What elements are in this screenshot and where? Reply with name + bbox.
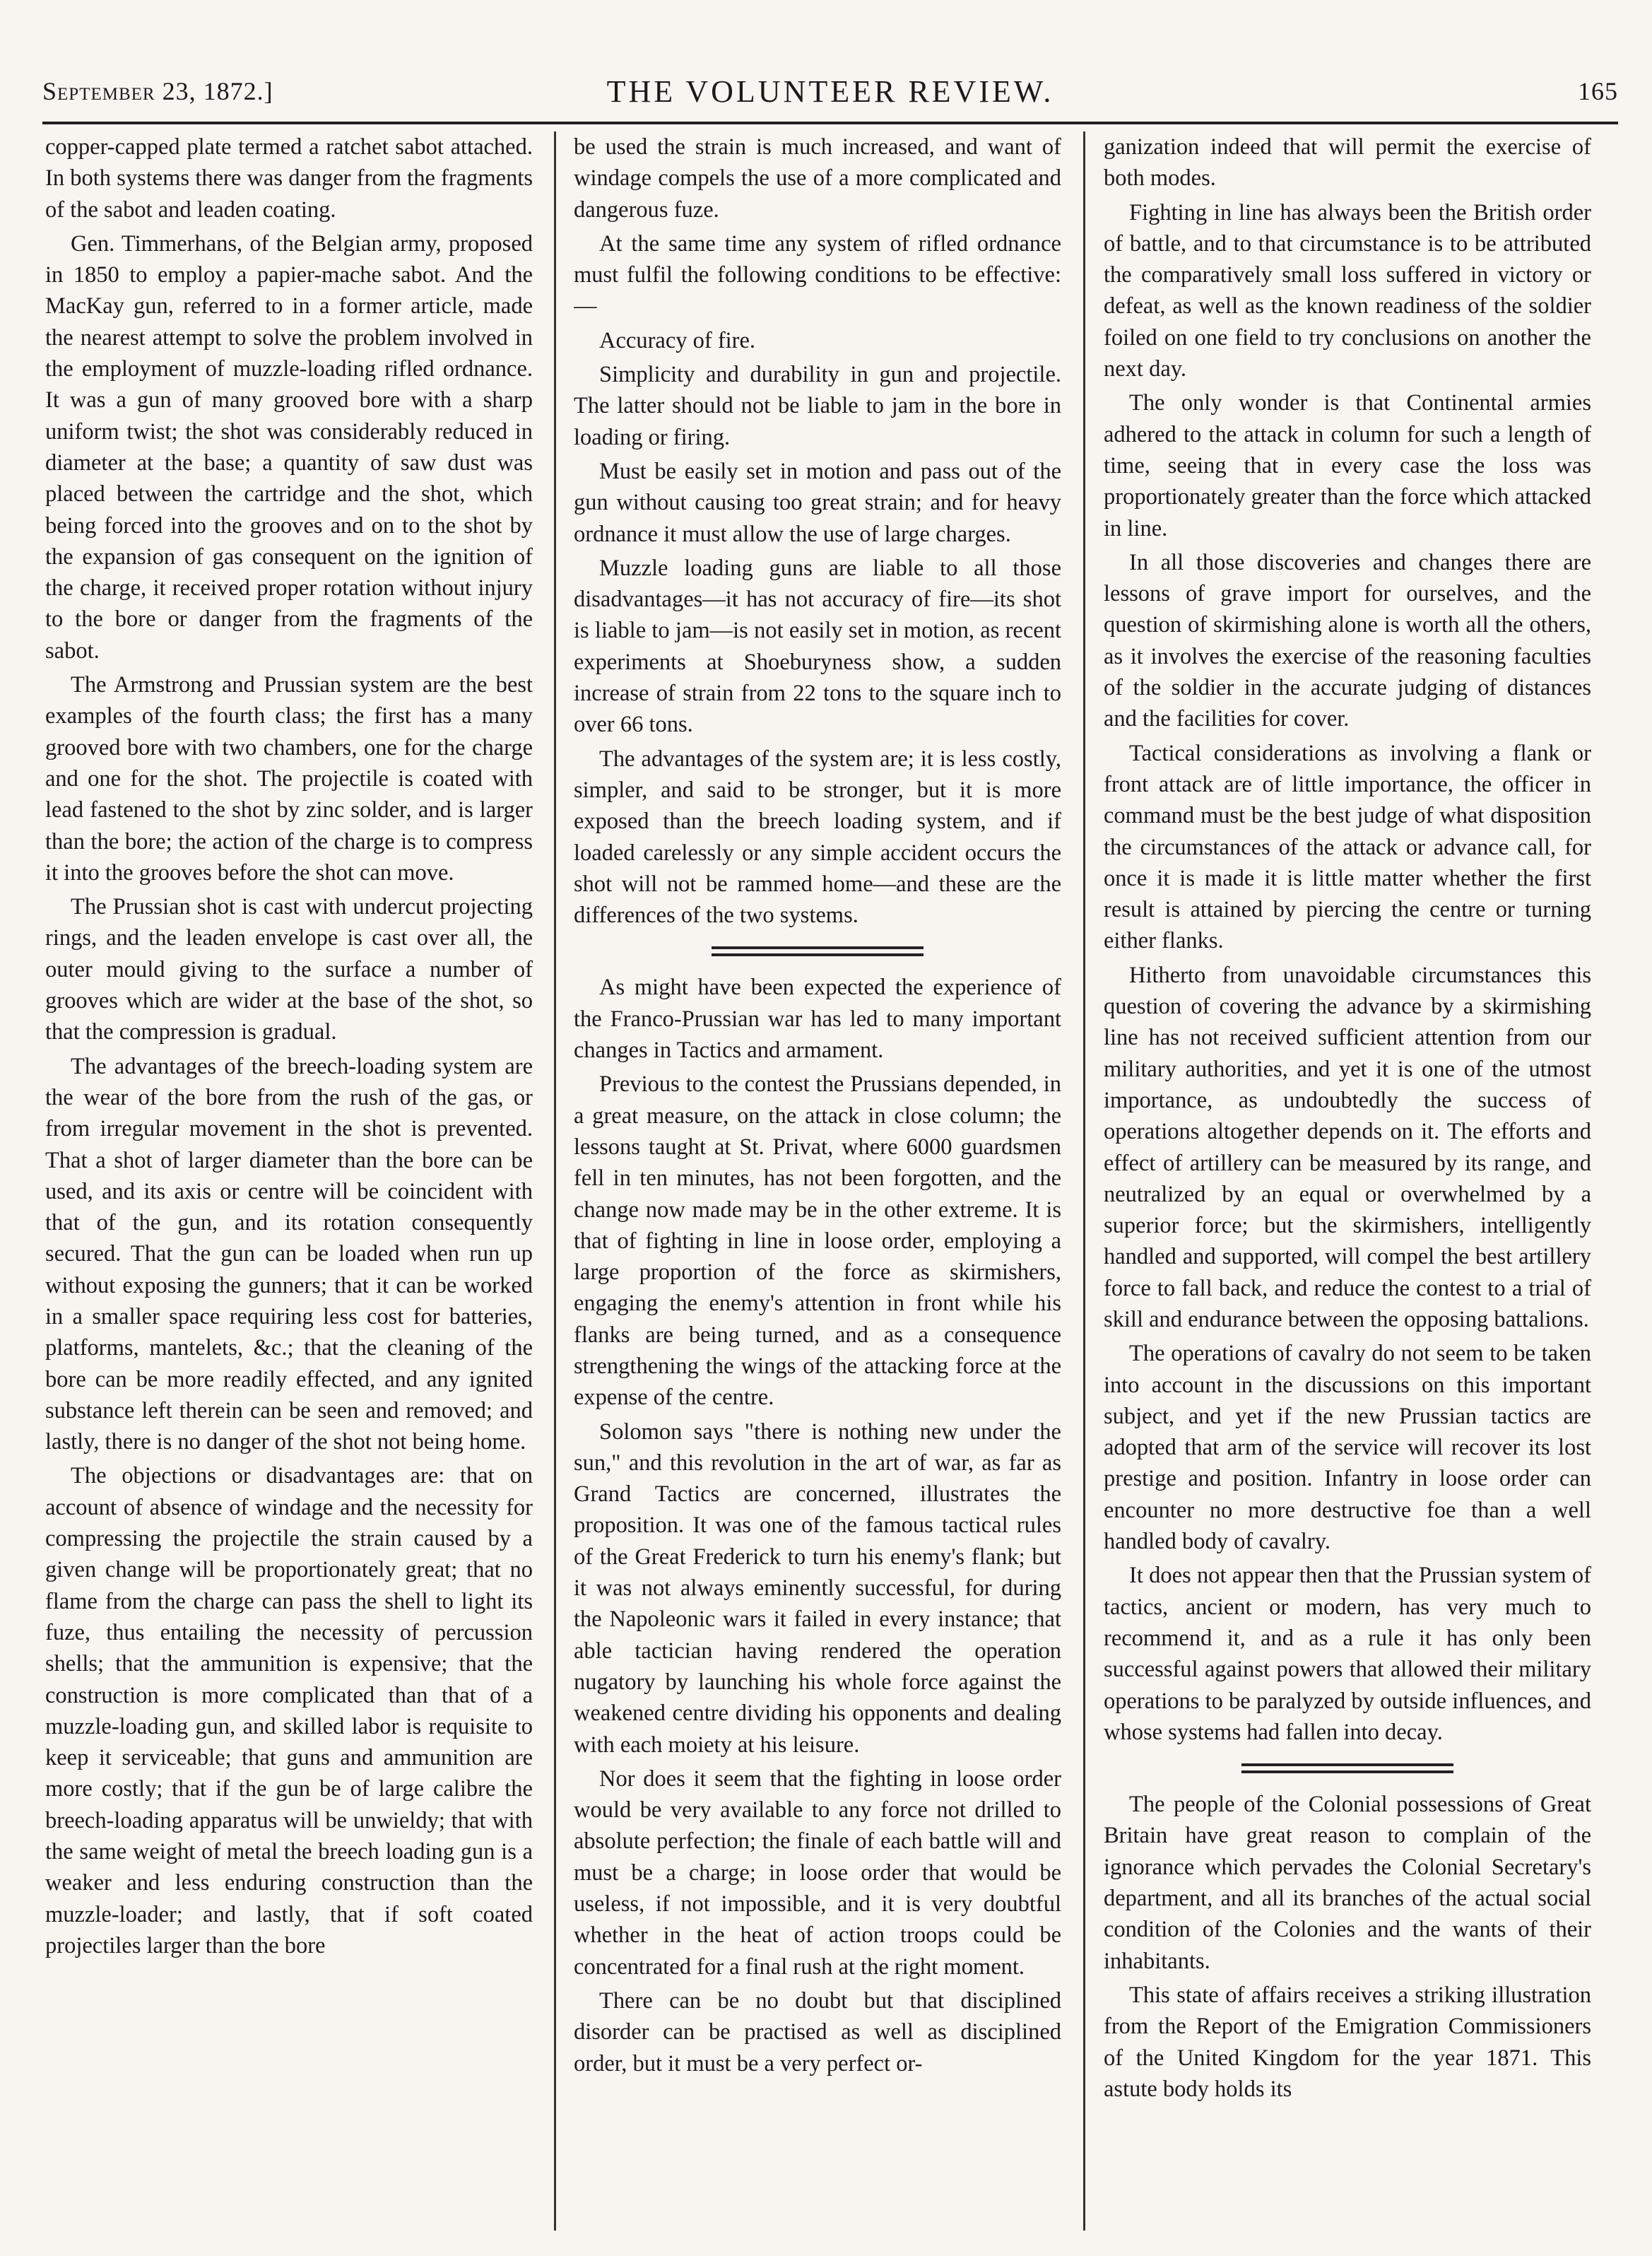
page-header — [42, 71, 1618, 113]
paragraph: Solomon says "there is nothing new under the sun," and this revolution in the art of war, as far as Grand Tactics are concerned, illustrates the proposition. It was one of the famous tactical rules of the Great Frederick to turn his enemy's flank; but it was not always eminently successful, for during the Napoleonic wars it failed in every instance; that able tactician having rendered the operation nugatory by launching his whole force against the weakened centre dividing his opponents and dealing with each moiety at his leisure. — [574, 1418, 1061, 1758]
paragraph: Simplicity and durability in gun and projectile. The latter should not be liable to jam in the bore in loading or firing. — [574, 362, 1061, 450]
column-1 — [45, 131, 533, 2231]
paragraph: Hitherto from unavoidable circumstances this question of covering the advance by a skirmishing line has not received sufficient attention from our military authorities, and yet it is one of the utmost importance, as undoubtedly the success of operations altogether depends on it. The efforts and effect of artillery can be measured by its range, and neutralized by an equal or overwhelmed by a superior force; but the skirmishers, intelligently handled and supported, will compel the best artillery force to fall back, and reduce the contest to a trial of skill and endurance between the opposing battalions. — [1104, 962, 1591, 1332]
column-3 — [1104, 131, 1591, 2231]
paragraph: It does not appear then that the Prussian system of tactics, ancient or modern, has very much to recommend it, and as a rule it has only been successful against powers that allowed their military operations to be paralyzed by outside influences, and whose systems had fallen into decay. — [1104, 1563, 1591, 1745]
section-separator — [1241, 1763, 1453, 1773]
column-divider-2 — [1083, 131, 1085, 2231]
section-separator — [712, 946, 924, 956]
paragraph: The advantages of the breech-loading system are the wear of the bore from the rush of the gas, or from irregular movement in the shot is prevented. That a shot of larger diameter than the bore can be used, and its axis or centre will be coincident with that of the gun, and its rotation consequently secured. That the gun can be loaded when run up without exposing the gunners; that it can be worked in a smaller space requiring less cost for batteries, platforms, mantelets, &c.; that the cleaning of the bore can be more readily effected, and any ignited substance left therein can be seen and removed; and lastly, there is no danger of the shot not being home. — [45, 1053, 533, 1455]
paragraph: The Prussian shot is cast with undercut projecting rings, and the leaden envelope is cast over all, the outer mould giving to the surface a number of grooves which are wider at the base of the shot, so that the compression is gradual. — [45, 894, 533, 1045]
paragraph: As might have been expected the experience of the Franco-Prussian war has led to many important changes in Tactics and armament. — [574, 975, 1061, 1064]
issue-date: September 23, 1872.] — [42, 77, 273, 105]
header-rule — [42, 122, 1618, 124]
paragraph: be used the strain is much increased, and want of windage compels the use of a more complicated and dangerous fuze. — [574, 134, 1061, 223]
paragraph: Tactical considerations as involving a flank or front attack are of little importance, the officer in command must be the best judge of what disposition the circumstances of the attack or advance call, for once it is made it is little matter whether the first result is attained by piercing the centre or turning either flanks. — [1104, 740, 1591, 954]
paragraph: Must be easily set in motion and pass out of the gun without causing too great strain; and for heavy ordnance it must allow the use of large charges. — [574, 458, 1061, 547]
paragraph: This state of affairs receives a striking illustration from the Report of the Emigration Commissioners of the United Kingdom for the year 1871. This astute body holds its — [1104, 1982, 1591, 2102]
paragraph: ganization indeed that will permit the exercise of both modes. — [1104, 134, 1591, 192]
masthead-title: THE VOLUNTEER REVIEW. — [606, 74, 1054, 109]
paragraph: In all those discoveries and changes there are lessons of grave import for ourselves, and the question of skirmishing alone is worth all the others, as it involves the exercise of the reasoning faculties of the soldier in the accurate judging of distances and the facilities for cover. — [1104, 549, 1591, 732]
paragraph: The people of the Colonial possessions of Great Britain have great reason to complain of the ignorance which pervades the Colonial Secretary's department, and all its branches of the actual social condition of the Colonies and the wants of their inhabitants. — [1104, 1792, 1591, 1974]
paragraph: Muzzle loading guns are liable to all those disadvantages—it has not accuracy of fire—its shot is liable to jam—is not easily set in motion, as recent experiments at Shoeburyness show, a sudden increase of strain from 22 tons to the square inch to over 66 tons. — [574, 555, 1061, 738]
paragraph: Gen. Timmerhans, of the Belgian army, proposed in 1850 to employ a papier-mache sabot. And the MacKay gun, referred to in a former article, made the nearest attempt to solve the problem involved in the employment of muzzle-loading rifled ordnance. It was a gun of many grooved bore with a sharp uniform twist; the shot was considerably reduced in diameter at the base; a quantity of saw dust was placed between the cartridge and the shot, which being forced into the grooves and on to the shot by the expansion of gas consequent on the ignition of the charge, it received proper rotation without injury to the bore or danger from the fragments of the sabot. — [45, 230, 533, 664]
paragraph: At the same time any system of rifled ordnance must fulfil the following conditions to be effective:— — [574, 230, 1061, 319]
paragraph: There can be no doubt but that disciplined disorder can be practised as well as disciplined order, but it must be a very perfect or- — [574, 1987, 1061, 2076]
paragraph: Nor does it seem that the fighting in loose order would be very available to any force not drilled to absolute perfection; the finale of each battle will and must be a charge; in loose order that would be useless, if not impossible, and it is very doubtful whether in the heat of action troops could be concentrated for a final rush at the right moment. — [574, 1766, 1061, 1980]
paragraph: Previous to the contest the Prussians depended, in a great measure, on the attack in close column; the lessons taught at St. Privat, where 6000 guardsmen fell in ten minutes, has not been forgotten, and the change now made may be in the other extreme. It is that of fighting in line in loose order, employing a large proportion of the force as skirmishers, engaging the enemy's attention in front while his flanks are being turned, and as a consequence strengthening the wings of the attacking force at the expense of the centre. — [574, 1071, 1061, 1411]
paragraph: The only wonder is that Continental armies adhered to the attack in column for such a length of time, seeing that in every case the loss was proportionately greater than the force which attacked in line. — [1104, 390, 1591, 541]
column-divider-1 — [554, 131, 556, 2231]
paragraph: copper-capped plate termed a ratchet sabot attached. In both systems there was danger from the fragments of the sabot and leaden coating. — [45, 134, 533, 223]
paragraph: The Armstrong and Prussian system are the best examples of the fourth class; the first has a many grooved bore with two chambers, one for the charge and one for the shot. The projectile is coated with lead fastened to the shot by zinc solder, and is larger than the bore; the action of the charge is to compress it into the grooves before the shot can move. — [45, 672, 533, 886]
paragraph: Accuracy of fire. — [599, 327, 756, 353]
paragraph: The objections or disadvantages are: that on account of absence of windage and the necessity for compressing the projectile the strain caused by a given change will be proportionately great; that no flame from the charge can pass the shell to light its fuze, thus entailing the necessity of percussion shells; that the ammunition is expensive; that the construction is more complicated than that of a muzzle-loading gun, and skilled labor is requisite to keep it serviceable; that guns and ammunition are more costly; that if the gun be of large calibre the breech-loading apparatus will be unwieldy; that with the same weight of metal the breech loading gun is a weaker and less enduring construction than the muzzle-loader; and lastly, that if soft coated projectiles larger than the bore — [45, 1463, 533, 1958]
paragraph: The operations of cavalry do not seem to be taken into account in the discussions on this important subject, and yet if the new Prussian tactics are adopted that arm of the service will recover its lost prestige and position. Infantry in loose order can encounter no more destructive foe than a well handled body of cavalry. — [1104, 1341, 1591, 1555]
column-2 — [574, 131, 1061, 2231]
paragraph: Fighting in line has always been the British order of battle, and to that circumstance is to be attributed the comparatively small loss suffered in victory or defeat, as well as the known readiness of the soldier foiled on one field to try conclusions on another the next day. — [1104, 199, 1591, 382]
page-number: 165 — [1578, 77, 1618, 105]
paragraph: The advantages of the system are; it is less costly, simpler, and said to be stronger, but it is more exposed than the breech loading system, and if loaded carelessly or any simple accident occurs the shot will not be rammed home—and these are the differences of the two systems. — [574, 746, 1061, 929]
